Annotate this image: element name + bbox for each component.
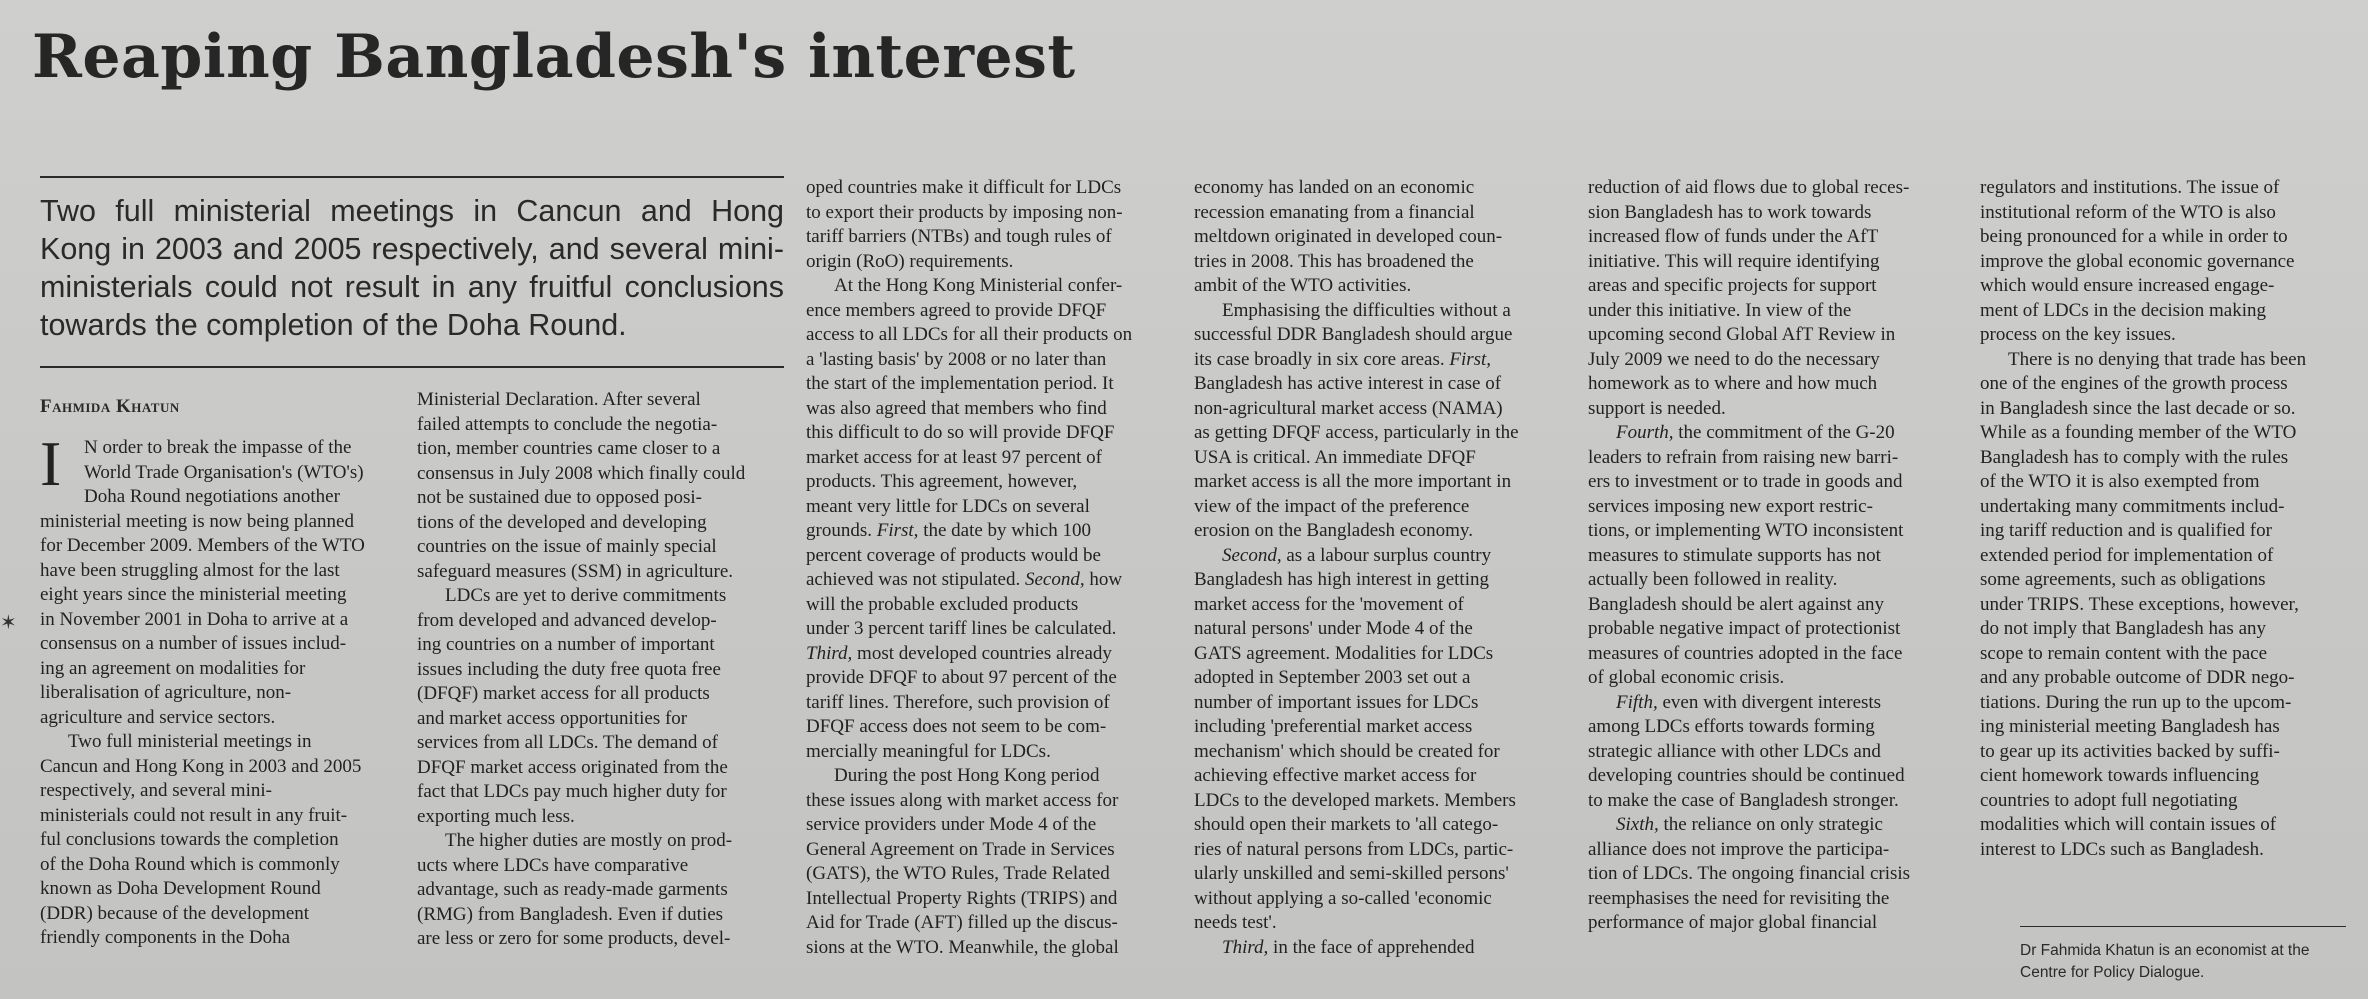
text-line: to export their products by imposing non-: [806, 201, 1123, 223]
text-line: Intellectual Property Rights (TRIPS) and: [806, 887, 1118, 909]
text-line: these issues along with market access for: [806, 789, 1119, 811]
text-line: number of important issues for LDCs: [1194, 691, 1479, 713]
text-line: Third, in the face of apprehended: [1222, 936, 1475, 958]
text-line: process on the key issues.: [1980, 324, 2176, 345]
text-line: meant very little for LDCs on several: [806, 495, 1090, 517]
text-line: market access for the 'movement of: [1194, 593, 1464, 615]
text-line: erosion on the Bangladesh economy.: [1194, 520, 1473, 541]
text-line: not be sustained due to opposed posi-: [417, 487, 702, 508]
byline: Fahmida Khatun: [40, 396, 180, 417]
text-line: economy has landed on an economic: [1194, 177, 1475, 198]
text-line: grounds. First, the date by which 100: [806, 520, 1091, 541]
text-line: sion Bangladesh has to work towards: [1588, 201, 1872, 223]
text-line: issues including the duty free quota free: [417, 658, 721, 680]
text-line: Third, most developed countries already: [806, 642, 1112, 664]
text-line: recession emanating from a financial: [1194, 201, 1475, 223]
text-line: Bangladesh has active interest in case of: [1194, 373, 1502, 394]
text-line: LDCs are yet to derive commitments: [445, 585, 727, 606]
text-line: countries on the issue of mainly special: [417, 536, 717, 557]
text-line: non-agricultural market access (NAMA): [1194, 397, 1503, 419]
text-line: The higher duties are mostly on prod-: [445, 830, 733, 851]
text-line: initiative. This will require identifying: [1588, 250, 1880, 272]
text-line: ularly unskilled and semi-skilled persons': [1194, 863, 1509, 884]
author-note: Dr Fahmida Khatun is an economist at the Centre for Policy Dialogue.: [2020, 942, 2310, 981]
ordinal-emphasis: Second,: [1024, 569, 1085, 590]
text-line: this difficult to do so will provide DFQF: [806, 422, 1115, 443]
text-line: support is needed.: [1588, 397, 1726, 419]
text-line: improve the global economic governance: [1980, 250, 2295, 272]
text-line: Second, as a labour surplus country: [1222, 544, 1492, 566]
text-line: actually been followed in reality.: [1588, 569, 1838, 590]
text-line: ries of natural persons from LDCs, partic-: [1194, 838, 1514, 860]
text-line: market access for at least 97 percent of: [806, 446, 1102, 468]
text-line: for December 2009. Members of the WTO: [40, 535, 365, 556]
text-line: interest to LDCs such as Bangladesh.: [1980, 838, 2264, 860]
text-line: scope to remain content with the pace: [1980, 642, 2268, 664]
text-line: Aid for Trade (AFT) filled up the discus-: [806, 912, 1118, 933]
ordinal-emphasis: First,: [876, 520, 919, 541]
text-line: tion of LDCs. The ongoing financial crisis: [1588, 863, 1911, 884]
text-line: reemphasises the need for revisiting the: [1588, 887, 1890, 909]
text-line: extended period for implementation of: [1980, 544, 2274, 566]
article-column-6: [1980, 0, 2350, 999]
text-line: under this initiative. In view of the: [1588, 299, 1852, 321]
text-line: Ministerial Declaration. After several: [417, 389, 701, 410]
text-line: developing countries should be continued: [1588, 765, 1905, 786]
text-line: Sixth, the reliance on only strategic: [1616, 814, 1883, 835]
text-line: mechanism' which should be created for: [1194, 740, 1500, 762]
text-line: a 'lasting basis' by 2008 or no later than: [806, 348, 1107, 370]
text-line: upcoming second Global AfT Review in: [1588, 324, 1896, 345]
text-line: ministerials could not result in any fruit-: [40, 804, 348, 826]
text-line: N order to break the impasse of the: [84, 437, 352, 458]
headline: Reaping Bangladesh's interest: [32, 22, 1076, 92]
text-line: of the WTO it is also exempted from: [1980, 471, 2260, 492]
text-line: its case broadly in six core areas. First,: [1194, 348, 1492, 370]
text-line: ment of LDCs in the decision making: [1980, 299, 2267, 321]
text-line: which would ensure increased engage-: [1980, 275, 2275, 296]
text-line: (GATS), the WTO Rules, Trade Related: [806, 863, 1110, 884]
text-line: Two full ministerial meetings in: [68, 731, 312, 752]
text-line: services imposing new export restric-: [1588, 495, 1873, 517]
text-line: ing tariff reduction and is qualified for: [1980, 520, 2272, 541]
text-line: consensus in July 2008 which finally could: [417, 462, 746, 484]
text-line: Fifth, even with divergent interests: [1616, 691, 1882, 713]
ordinal-emphasis: Fifth,: [1616, 691, 1658, 713]
text-line: have been struggling almost for the last: [40, 559, 340, 581]
text-line: as getting DFQF access, particularly in the: [1194, 422, 1519, 443]
text-line: respectively, and several mini-: [40, 780, 272, 801]
text-line: Bangladesh has high interest in getting: [1194, 569, 1489, 590]
ordinal-emphasis: Third,: [806, 642, 853, 664]
text-line: adopted in September 2003 set out a: [1194, 667, 1471, 688]
text-line: alliance does not improve the participa-: [1588, 838, 1890, 860]
text-line: market access is all the more important in: [1194, 471, 1512, 492]
text-line: safeguard measures (SSM) in agriculture.: [417, 560, 734, 582]
text-line: undertaking many commitments includ-: [1980, 495, 2285, 517]
text-line: ence members agreed to provide DFQF: [806, 299, 1107, 321]
text-line: institutional reform of the WTO is also: [1980, 201, 2276, 223]
text-line: in November 2001 in Doha to arrive at a: [40, 608, 349, 630]
text-line: tiations. During the run up to the upcom-: [1980, 691, 2292, 713]
text-line: measures to stimulate supports has not: [1588, 544, 1881, 566]
text-line: ambit of the WTO activities.: [1194, 275, 1412, 296]
text-line: World Trade Organisation's (WTO's): [84, 461, 364, 483]
text-line: the start of the implementation period. It: [806, 373, 1114, 394]
text-line: advantage, such as ready-made garments: [417, 879, 728, 900]
article-column-3: [806, 0, 1176, 999]
text-line: probable negative impact of protectionist: [1588, 618, 1901, 639]
text-line: DFQF market access originated from the: [417, 756, 728, 778]
text-line: products. This agreement, however,: [806, 471, 1078, 492]
text-line: successful DDR Bangladesh should argue: [1194, 324, 1513, 345]
text-line: one of the engines of the growth process: [1980, 373, 2288, 394]
text-line: performance of major global financial: [1588, 912, 1878, 933]
text-line: of the Doha Round which is commonly: [40, 853, 340, 875]
text-line: sions at the WTO. Meanwhile, the global: [806, 936, 1119, 958]
text-line: of global economic crisis.: [1588, 667, 1785, 688]
text-line: meltdown originated in developed coun-: [1194, 226, 1503, 247]
text-line: DFQF access does not seem to be com-: [806, 716, 1107, 737]
article-column-2: [417, 0, 787, 999]
text-line: tion, member countries came closer to a: [417, 438, 721, 459]
text-line: achieved was not stipulated. Second, how: [806, 569, 1123, 590]
text-line: homework as to where and how much: [1588, 373, 1878, 394]
text-line: tries in 2008. This has broadened the: [1194, 250, 1474, 272]
text-line: ers to investment or to trade in goods and: [1588, 471, 1903, 492]
text-line: some agreements, such as obligations: [1980, 569, 2266, 590]
text-line: leaders to refrain from raising new barri-: [1588, 446, 1899, 468]
text-line: tions of the developed and developing: [417, 511, 707, 533]
text-line: Emphasising the difficulties without a: [1222, 299, 1511, 321]
page-edge-marker: ✶: [0, 610, 17, 634]
text-line: will the probable excluded products: [806, 593, 1079, 615]
text-line: ing countries on a number of important: [417, 634, 715, 655]
text-line: cient homework towards influencing: [1980, 765, 2260, 786]
text-line: should open their markets to 'all catego-: [1194, 814, 1499, 835]
text-line: known as Doha Development Round: [40, 878, 321, 899]
text-line: was also agreed that members who find: [806, 397, 1107, 419]
text-line: ing an agreement on modalities for: [40, 657, 306, 679]
author-note-rule: [2020, 926, 2346, 927]
text-line: fact that LDCs pay much higher duty for: [417, 781, 727, 802]
text-line: USA is critical. An immediate DFQF: [1194, 446, 1476, 468]
text-line: mercially meaningful for LDCs.: [806, 740, 1051, 762]
text-line: oped countries make it difficult for LDCs: [806, 177, 1122, 198]
article-column-4: [1194, 0, 1564, 999]
text-line: liberalisation of agriculture, non-: [40, 682, 292, 703]
text-line: natural persons' under Mode 4 of the: [1194, 618, 1473, 639]
text-line: Fourth, the commitment of the G-20: [1616, 422, 1895, 443]
text-line: are less or zero for some products, devel-: [417, 928, 731, 949]
text-line: reduction of aid flows due to global reces-: [1588, 177, 1910, 198]
text-line: access to all LDCs for all their products on: [806, 324, 1133, 345]
text-line: failed attempts to conclude the negotia-: [417, 413, 718, 435]
drop-cap: I: [40, 428, 62, 499]
text-line: strategic alliance with other LDCs and: [1588, 740, 1881, 762]
ordinal-emphasis: Third,: [1222, 936, 1269, 958]
text-line: areas and specific projects for support: [1588, 275, 1877, 296]
ordinal-emphasis: Fourth,: [1616, 422, 1674, 443]
text-line: and market access opportunities for: [417, 707, 688, 729]
text-line: Doha Round negotiations another: [84, 486, 340, 507]
text-line: At the Hong Kong Ministerial confer-: [834, 275, 1123, 296]
text-line: Cancun and Hong Kong in 2003 and 2005: [40, 755, 362, 777]
text-line: During the post Hong Kong period: [834, 765, 1100, 786]
article-column-5: [1588, 0, 1958, 999]
text-line: General Agreement on Trade in Services: [806, 838, 1115, 860]
text-line: without applying a so-called 'economic: [1194, 887, 1492, 909]
text-line: from developed and advanced develop-: [417, 609, 717, 631]
text-line: including 'preferential market access: [1194, 716, 1473, 737]
text-line: While as a founding member of the WTO: [1980, 422, 2297, 443]
text-line: service providers under Mode 4 of the: [806, 814, 1097, 835]
text-line: There is no denying that trade has been: [2008, 348, 2307, 370]
text-line: tariff barriers (NTBs) and tough rules of: [806, 226, 1112, 247]
text-line: tariff lines. Therefore, such provision of: [806, 691, 1110, 713]
deck-summary: Two full ministerial meetings in Cancun and Hong Kong in 2003 and 2005 respectively, and several mini-ministerials could not result in any fruitful conclusions towards the completion of the Doha Round.: [40, 194, 784, 342]
text-line: in Bangladesh since the last decade or so.: [1980, 397, 2296, 419]
ordinal-emphasis: First,: [1449, 348, 1492, 370]
text-line: ministerial meeting is now being planned: [40, 510, 354, 532]
text-line: LDCs to the developed markets. Members: [1194, 789, 1516, 811]
text-line: modalities which will contain issues of: [1980, 814, 2277, 835]
text-line: agriculture and service sectors.: [40, 706, 276, 728]
text-line: achieving effective market access for: [1194, 765, 1477, 786]
ordinal-emphasis: Sixth,: [1616, 814, 1659, 835]
text-line: being pronounced for a while in order to: [1980, 226, 2288, 247]
text-line: among LDCs efforts towards forming: [1588, 716, 1875, 737]
text-line: ing ministerial meeting Bangladesh has: [1980, 716, 2280, 737]
text-line: under 3 percent tariff lines be calculated.: [806, 618, 1117, 639]
text-line: provide DFQF to about 97 percent of the: [806, 667, 1117, 688]
article-column-1: [40, 0, 410, 999]
text-line: to make the case of Bangladesh stronger.: [1588, 789, 1899, 811]
ordinal-emphasis: Second,: [1222, 544, 1282, 566]
text-line: tions, or implementing WTO inconsistent: [1588, 520, 1904, 541]
text-line: ucts where LDCs have comparative: [417, 854, 689, 876]
text-line: consensus on a number of issues includ-: [40, 633, 347, 654]
text-line: ful conclusions towards the completion: [40, 829, 339, 850]
text-line: services from all LDCs. The demand of: [417, 732, 718, 753]
text-line: do not imply that Bangladesh has any: [1980, 618, 2267, 639]
text-line: countries to adopt full negotiating: [1980, 789, 2238, 811]
text-line: under TRIPS. These exceptions, however,: [1980, 593, 2299, 615]
text-line: Bangladesh should be alert against any: [1588, 593, 1885, 615]
text-line: July 2009 we need to do the necessary: [1588, 348, 1880, 370]
text-line: percent coverage of products would be: [806, 544, 1101, 566]
text-line: to gear up its activities backed by suffi-: [1980, 740, 2280, 762]
text-line: view of the impact of the preference: [1194, 495, 1470, 517]
text-line: exporting much less.: [417, 805, 575, 827]
text-line: measures of countries adopted in the face: [1588, 642, 1903, 664]
text-line: increased flow of funds under the AfT: [1588, 226, 1879, 247]
text-line: Bangladesh has to comply with the rules: [1980, 446, 2289, 468]
text-line: and any probable outcome of DDR nego-: [1980, 667, 2295, 688]
text-line: friendly components in the Doha: [40, 927, 291, 948]
text-line: needs test'.: [1194, 912, 1277, 933]
text-line: eight years since the ministerial meeting: [40, 584, 347, 605]
text-line: (RMG) from Bangladesh. Even if duties: [417, 903, 724, 925]
text-line: (DDR) because of the development: [40, 902, 310, 924]
text-line: (DFQF) market access for all products: [417, 683, 710, 704]
text-line: regulators and institutions. The issue of: [1980, 177, 2280, 198]
text-line: origin (RoO) requirements.: [806, 250, 1014, 272]
text-line: GATS agreement. Modalities for LDCs: [1194, 642, 1494, 664]
